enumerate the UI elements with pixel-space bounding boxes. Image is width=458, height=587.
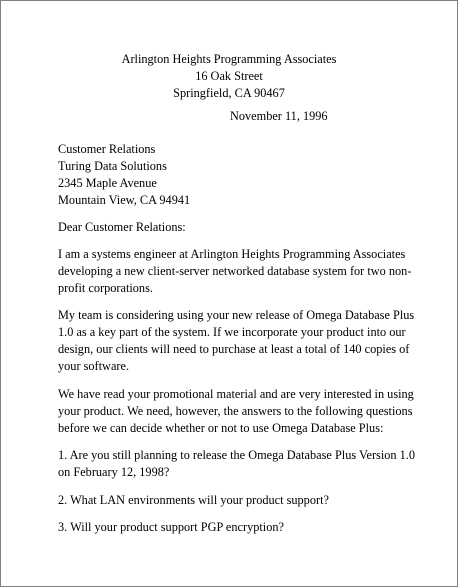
letterhead-street: 16 Oak Street — [195, 69, 263, 83]
paragraph-line: We have read your promotional material and are very interested in using — [58, 387, 414, 401]
letterhead-city-state-zip: Springfield, CA 90467 — [173, 86, 285, 100]
question-line: on February 12, 1998? — [58, 465, 170, 479]
question-line: 1. Are you still planning to release the Omega Database Plus Version 1.0 — [58, 448, 415, 462]
question-line: 2. What LAN environments will your product support? — [58, 493, 329, 507]
paragraph-line: profit corporations. — [58, 281, 153, 295]
recipient-city-state-zip: Mountain View, CA 94941 — [58, 193, 191, 207]
letter-date: November 11, 1996 — [230, 109, 328, 123]
letterhead-org-name: Arlington Heights Programming Associates — [121, 52, 337, 66]
paragraph-line: 1.0 as a key part of the system. If we incorporate your product into our — [58, 325, 406, 339]
paragraph-line: developing a new client-server networked database system for two non- — [58, 264, 412, 278]
paragraph-line: before we can decide whether or not to use Omega Database Plus: — [58, 421, 384, 435]
recipient-company: Turing Data Solutions — [58, 159, 167, 173]
salutation: Dear Customer Relations: — [58, 220, 186, 234]
recipient-department: Customer Relations — [58, 142, 156, 156]
paragraph-line: your product. We need, however, the answers to the following questions — [58, 404, 413, 418]
paragraph-line: design, our clients will need to purchase at least a total of 140 copies of — [58, 342, 410, 356]
paragraph-line: My team is considering using your new release of Omega Database Plus — [58, 308, 415, 322]
paragraph-line: I am a systems engineer at Arlington Heights Programming Associates — [58, 247, 406, 261]
question-line: 3. Will your product support PGP encryption? — [58, 520, 284, 534]
paragraph-line: your software. — [58, 359, 130, 373]
recipient-street: 2345 Maple Avenue — [58, 176, 157, 190]
